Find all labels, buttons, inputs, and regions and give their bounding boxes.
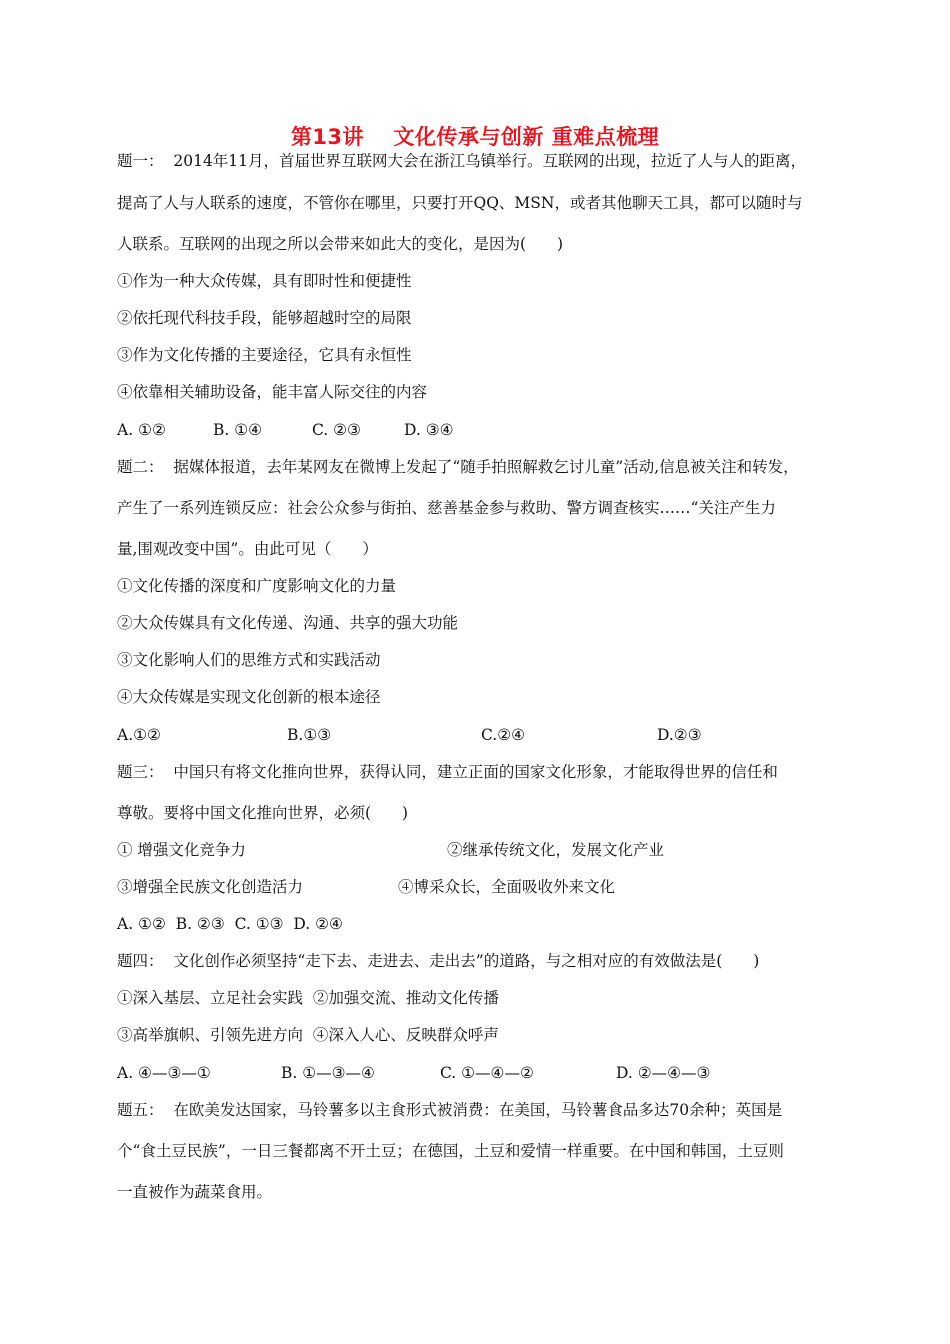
question-4-option-b: B. ①—③—④ <box>281 1064 375 1082</box>
question-3-item: ① 增强文化竞争力 <box>117 841 246 859</box>
question-3-stem-line: 尊敬。要将中国文化推向世界，必须( ) <box>117 804 409 822</box>
question-2-item: ③文化影响人们的思维方式和实践活动 <box>117 651 381 669</box>
question-1-option-c: C. ②③ <box>312 421 361 439</box>
question-4-stem-line: 题四： 文化创作必须坚持“走下去、走进去、走出去”的道路，与之相对应的有效做法是( ) <box>117 952 760 970</box>
question-1-stem-line: 提高了人与人联系的速度，不管你在哪里，只要打开QQ、MSN，或者其他聊天工具，都可以随时与 <box>117 194 803 212</box>
question-3-item: ④博采众长，全面吸收外来文化 <box>398 878 616 896</box>
question-2-option-a: A.①② <box>117 726 161 744</box>
question-5-stem-line: 个“食土豆民族”，一日三餐都离不开土豆；在德国，土豆和爱情一样重要。在中国和韩国，土豆则 <box>117 1142 784 1160</box>
question-4-item: ①深入基层、立足社会实践 ②加强交流、推动文化传播 <box>117 989 499 1007</box>
question-4-option-c: C. ①—④—② <box>440 1064 534 1082</box>
question-4-item: ③高举旗帜、引领先进方向 ④深入人心、反映群众呼声 <box>117 1026 499 1044</box>
question-4-option-d: D. ②—④—③ <box>616 1064 711 1082</box>
question-2-stem-line: 题二： 据媒体报道，去年某网友在微博上发起了“随手拍照解救乞讨儿童”活动,信息被关注和转发， <box>117 458 799 476</box>
page-title: 第13讲 文化传承与创新 重难点梳理 <box>290 125 660 149</box>
question-5-stem-line: 一直被作为蔬菜食用。 <box>117 1183 273 1201</box>
question-1-option-a: A. ①② <box>117 421 166 439</box>
question-4-option-a: A. ④—③—① <box>117 1064 211 1082</box>
question-2-option-d: D.②③ <box>657 726 702 744</box>
question-3-stem-line: 题三： 中国只有将文化推向世界，获得认同，建立正面的国家文化形象，才能取得世界的信任和 <box>117 763 778 781</box>
question-2-item: ④大众传媒是实现文化创新的根本途径 <box>117 688 381 706</box>
question-1-item: ②依托现代科技手段，能够超越时空的局限 <box>117 309 412 327</box>
question-2-option-c: C.②④ <box>481 726 526 744</box>
question-2-item: ②大众传媒具有文化传递、沟通、共享的强大功能 <box>117 614 459 632</box>
question-3-options: A. ①② B. ②③ C. ①③ D. ②④ <box>117 915 343 933</box>
question-1-option-d: D. ③④ <box>404 421 454 439</box>
question-1-stem-line: 题一： 2014年11月，首届世界互联网大会在浙江乌镇举行。互联网的出现，拉近了人与人的距离， <box>117 152 807 170</box>
question-1-stem-line: 人联系。互联网的出现之所以会带来如此大的变化，是因为( ) <box>117 235 564 253</box>
question-5-stem-line: 题五： 在欧美发达国家，马铃薯多以主食形式被消费：在美国，马铃薯食品多达70余种；英国是 <box>117 1101 783 1119</box>
question-1-item: ①作为一种大众传媒，具有即时性和便捷性 <box>117 272 412 290</box>
question-2-stem-line: 产生了一系列连锁反应：社会公众参与街拍、慈善基金参与救助、警方调查核实……“关注产生力 <box>117 499 776 517</box>
question-1-item: ③作为文化传播的主要途径，它具有永恒性 <box>117 346 412 364</box>
question-2-stem-line: 量,围观改变中国”。由此可见（ ） <box>117 540 378 558</box>
question-1-item: ④依靠相关辅助设备，能丰富人际交往的内容 <box>117 383 428 401</box>
question-1-option-b: B. ①④ <box>213 421 263 439</box>
question-3-item: ③增强全民族文化创造活力 <box>117 878 304 896</box>
question-2-option-b: B.①③ <box>287 726 332 744</box>
question-3-item: ②继承传统文化，发展文化产业 <box>447 841 665 859</box>
question-2-item: ①文化传播的深度和广度影响文化的力量 <box>117 577 397 595</box>
